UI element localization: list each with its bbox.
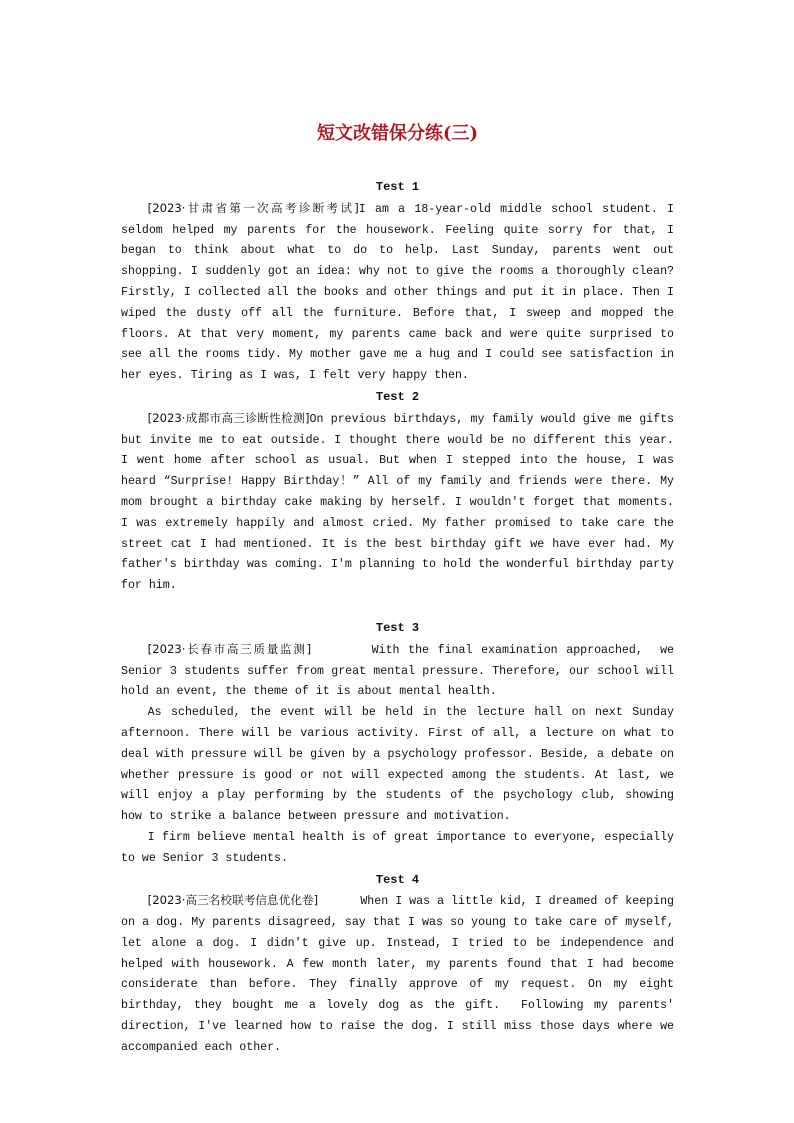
- test-2-section: [121, 387, 674, 597]
- document-page: [121, 120, 681, 1059]
- page-title: 短文改错保分练(三): [316, 123, 479, 144]
- test-3-text-1: With the final examination approached, we Senior 3 students suffer from great mental pressure. Therefore, our school will hold an event, the theme of it is about mental health.: [121, 643, 681, 699]
- section-spacer: [121, 597, 674, 618]
- test-3-paragraph-3: I firm believe mental health is of great importance to everyone, especially to we Senior 3 students.: [121, 830, 674, 865]
- test-4-text: When I was a little kid, I dreamed of keeping on a dog. My parents disagreed, say that I was so young to take care of myself, let alone a dog. I didn't give up. Instead, I tried to be independence and helped with housework. A few month later, my parents found that I had become considerate than before. They finally approve of my request. On my eight birthday, they bought me a lovely dog as the gift. Following my parents' direction, I've learned how to raise the dog. I still miss those days where we accompanied each other.: [121, 895, 681, 1054]
- test-3-paragraph-1: [121, 639, 681, 703]
- test-4-paragraph: [121, 890, 681, 1058]
- test-3-section: [121, 618, 681, 870]
- test-3-paragraph-2: As scheduled, the event will be held in the lecture hall on next Sunday afternoon. There will be various activity. First of all, a lecture on what to deal with pressure will be given by a psychology professor. Beside, a debate on whether pressure is good or not will expected among the students. At last, we will enjoy a play performing by the students of the psychology club, showing how to strike a balance between pressure and motivation.: [121, 706, 674, 824]
- test-1-text: I am a 18-year-old middle school student. I seldom helped my parents for the housework. Feeling quite sorry for that, I began to think about what to do to help. Last Sunday, parents went out shopping. I suddenly got an idea: why not to give the rooms a thoroughly clean? Firstly, I collected all the books and other things and put it in place. Then I wiped the dusty off all the furniture. Before that, I sweep and mopped the floors. At that very moment, my parents came back and were quite surprised to see all the rooms tidy. My mother gave me a hug and I could see satisfaction in her eyes. Tiring as I was, I felt very happy then.: [121, 202, 674, 383]
- test-2-heading: Test 2: [375, 389, 420, 404]
- test-1-section: [121, 177, 674, 387]
- test-3-heading: Test 3: [375, 620, 420, 635]
- test-4-heading: Test 4: [375, 872, 420, 887]
- test-4-section: [121, 870, 681, 1059]
- test-3-source: [2023·长春市高三质量监测]: [147, 641, 312, 656]
- test-1-source: [2023·甘肃省第一次高考诊断考试]: [147, 200, 359, 215]
- test-1-paragraph: [121, 198, 674, 387]
- test-2-paragraph: [121, 408, 674, 597]
- test-2-source: [2023·成都市高三诊断性检测]: [147, 410, 310, 425]
- test-4-source: [2023·高三名校联考信息优化卷]: [147, 893, 319, 908]
- test-2-text: On previous birthdays, my family would give me gifts but invite me to eat outside. I thought there would be no different this year. I went home after school as usual. But when I stepped into the house, I was heard “Surprise! Happy Birthday！” All of my family and friends were there. My mom brought a birthday cake making by herself. I wouldn't forget that moments. I was extremely happily and almost cried. My father promised to take care the street cat I had mentioned. It is the best birthday gift we have ever had. My father's birthday was coming. I'm planning to hold the wonderful birthday party for him.: [121, 412, 674, 593]
- test-1-heading: Test 1: [375, 180, 420, 194]
